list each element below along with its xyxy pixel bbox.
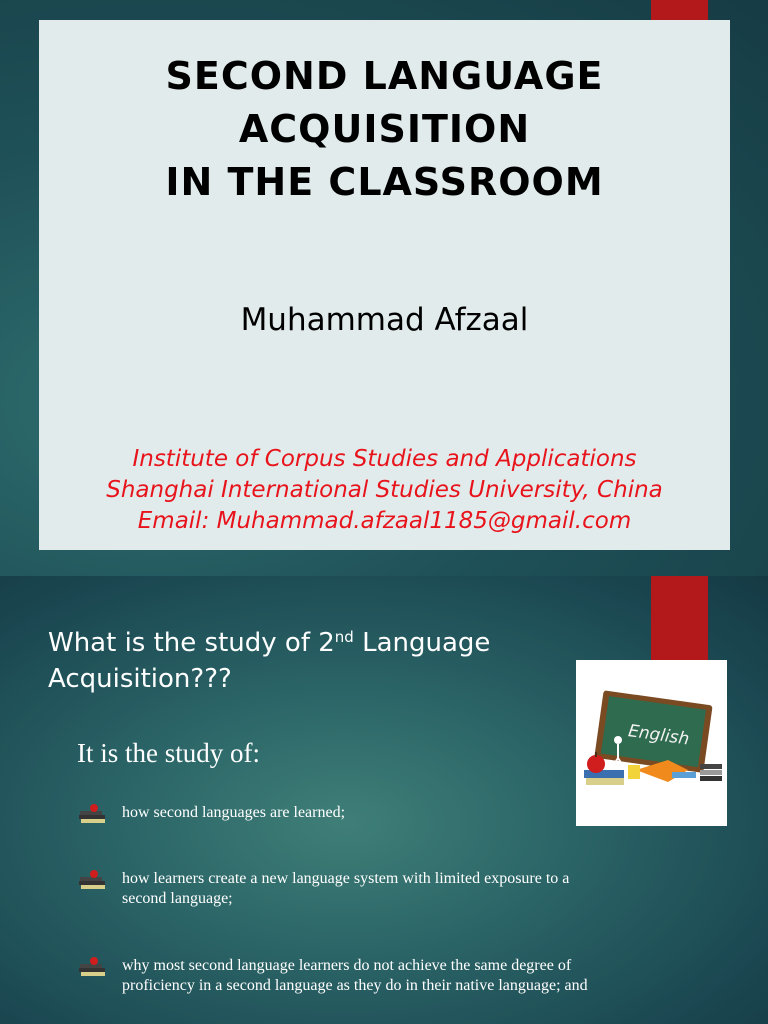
list-item [78,869,598,909]
heading-superscript: nd [334,628,354,646]
bullet-text: why most second language learners do not achieve the same degree of proficiency in a second language as they do in their native language; and [122,957,588,994]
affiliation [39,444,730,537]
slide-heading [48,619,588,697]
title-line: IN THE CLASSROOM [165,160,604,204]
books-apple-bullet-icon [78,869,108,891]
email-line: Email: Muhammad.afzaal1185@gmail.com [137,508,632,534]
chalkboard-text: English [626,721,691,750]
red-accent-tab [651,0,708,20]
heading-text: What is the study of 2 [48,628,335,658]
affiliation-line: Institute of Corpus Studies and Applications [132,446,637,472]
presentation-title [39,50,730,209]
heading-text-rest: Language Acquisition??? [48,628,491,694]
red-accent-tab [651,576,708,660]
title-line: ACQUISITION [238,107,531,151]
lead-text: It is the study of: [77,738,260,768]
title-box [39,20,730,550]
author-name: Muhammad Afzaal [240,302,529,338]
bullet-text: how learners create a new language system with limited exposure to a second language; [122,870,570,907]
list-item [78,803,598,823]
books-apple-bullet-icon [78,956,108,978]
affiliation-line: Shanghai International Studies University, China [106,477,663,503]
books-apple-bullet-icon [78,803,108,825]
bullet-text: how second languages are learned; [122,804,346,821]
content-slide [0,576,768,1024]
title-line: SECOND LANGUAGE [165,54,604,98]
english-chalkboard-icon [576,660,727,826]
list-item [78,956,598,996]
